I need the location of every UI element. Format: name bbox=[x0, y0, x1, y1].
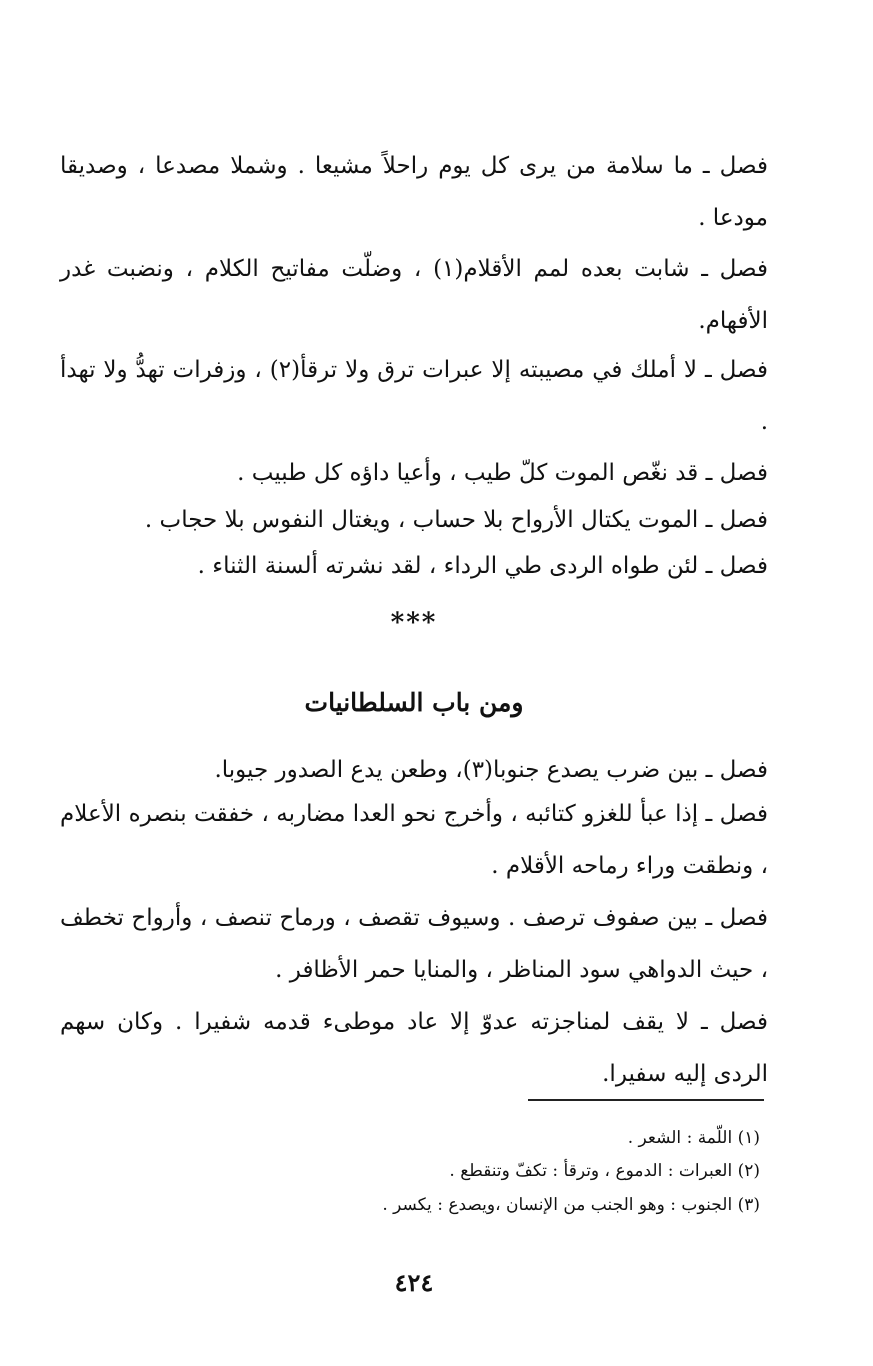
footnote-divider bbox=[528, 1099, 764, 1101]
text-line: فصل ـ الموت يكتال الأرواح بلا حساب ، ويغتال النفوس بلا حجاب . bbox=[144, 507, 768, 533]
footnote: (٣) الجنوب : وهو الجنب من الإنسان ،ويصدع : يكسر . bbox=[382, 1195, 760, 1215]
paragraph: فصل ـ ما سلامة من يرى كل يوم راحلاً مشيعا . وشملا مصدعا ، وصديقا مودعا . bbox=[60, 153, 768, 231]
section-heading: ومن باب السلطانيات bbox=[304, 688, 524, 717]
paragraph: فصل ـ لا أملك في مصيبته إلا عبرات ترق ولا ترقأ(٢) ، وزفرات تهدُّ ولا تهدأ . bbox=[60, 357, 768, 435]
text-line: فصل ـ لئن طواه الردى طي الرداء ، لقد نشرته ألسنة الثناء . bbox=[197, 553, 768, 579]
text-line: فصل ـ قد نغّص الموت كلّ طيب ، وأعيا داؤه كل طبيب . bbox=[237, 460, 768, 486]
footnote: (٢) العبرات : الدموع ، وترقأ : تكفّ وتنقطع . bbox=[449, 1161, 760, 1181]
book-page bbox=[60, 0, 768, 1366]
paragraph: فصل ـ إذا عبأ للغزو كتائبه ، وأخرج نحو العدا مضاربه ، خفقت بنصره الأعلام ، ونطقت وراء رماحه الأقلام . bbox=[60, 801, 768, 879]
page-number: ٤٢٤ bbox=[394, 1268, 434, 1297]
section-separator: *** bbox=[390, 608, 438, 638]
paragraph: فصل ـ بين صفوف ترصف . وسيوف تقصف ، ورماح تنصف ، وأرواح تخطف ، حيث الدواهي سود المناظر ، والمنايا حمر الأظافر . bbox=[60, 905, 768, 983]
paragraph: فصل ـ لا يقف لمناجزته عدوّ إلا عاد موطىء قدمه شفيرا . وكان سهم الردى إليه سفيرا. bbox=[60, 1009, 768, 1087]
footnote: (١) اللّمة : الشعر . bbox=[627, 1128, 760, 1148]
paragraph: فصل ـ شابت بعده لمم الأقلام(١) ، وضلّت مفاتيح الكلام ، ونضبت غدر الأفهام. bbox=[60, 256, 768, 334]
text-line: فصل ـ بين ضرب يصدع جنوبا(٣)، وطعن يدع الصدور جيوبا. bbox=[214, 757, 768, 783]
